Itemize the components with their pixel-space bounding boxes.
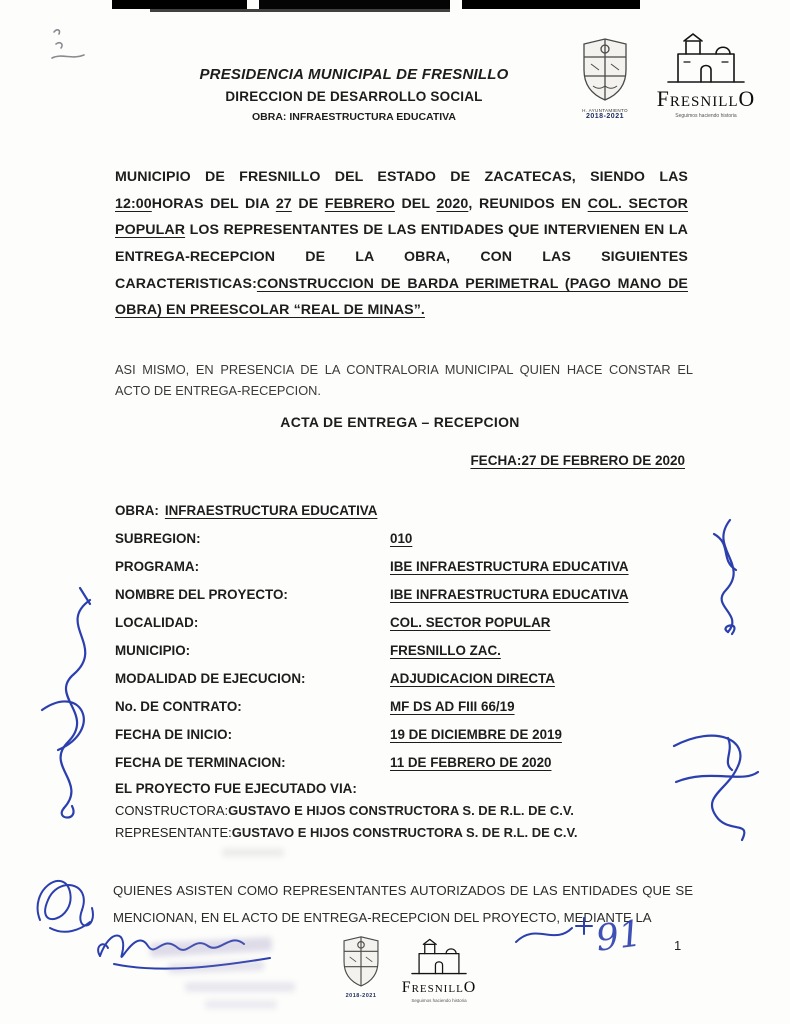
intro-location: COL. SECTOR POPULAR [115,195,688,239]
contraloria-paragraph: ASI MISMO, EN PRESENCIA DE LA CONTRALORIA MUNICIPAL QUIEN HACE CONSTAR EL ACTO DE ENTREGA-RECEPCION. [115,361,693,398]
detail-label: MODALIDAD DE EJECUCION: [115,671,306,686]
header-subtitle: DIRECCION DE DESARROLLO SOCIAL [225,89,483,104]
scan-artifact-bar [112,0,640,9]
scan-artifact-bar-2 [150,9,450,12]
detail-value: COL. SECTOR POPULAR [390,615,551,630]
stamp-artifact [185,982,295,992]
intro-day: 27 [275,195,292,212]
signature-ink-left-lower [20,848,104,940]
intro-text: , REUNIDOS EN [468,195,588,212]
detail-label: FECHA DE INICIO: [115,727,233,742]
shield-icon [579,36,631,102]
document-header [138,66,570,123]
detail-label: No. DE CONTRATO: [115,699,242,714]
fresnillo-tagline: Seguimos haciendo historia [675,112,737,119]
stamp-artifact [222,848,284,857]
detail-value: MF DS AD FIII 66/19 [390,699,515,714]
detail-row [115,553,690,581]
intro-text: HORAS DEL DIA [151,195,276,212]
representante-line [115,825,693,840]
detail-row [115,525,690,553]
wordmark-mid: RESNILL [669,94,739,110]
wordmark-f: F [656,87,670,111]
shield-icon [340,934,382,988]
intro-time: 12:00 [115,195,152,212]
representante-label: REPRESENTANTE: [115,825,232,840]
acta-title: ACTA DE ENTREGA – RECEPCION [280,414,520,430]
signature-ink-left-margin [18,582,118,822]
page-number: 1 [674,938,682,953]
detail-value: 11 DE FEBRERO DE 2020 [390,755,552,770]
intro-year: 2020 [436,195,469,212]
intro-month: FEBRERO [324,195,395,212]
fresnillo-wordmark [646,89,766,111]
intro-obra-description: CONSTRUCCION DE BARDA PERIMETRAL (PAGO MANO DE OBRA) EN PREESCOLAR “REAL DE MINAS”. [115,275,688,319]
detail-label: LOCALIDAD: [115,615,199,630]
detail-label: SUBREGION: [115,531,201,546]
detail-row [115,693,690,721]
municipal-shield-logo [576,36,634,120]
wordmark-o: O [738,87,756,111]
fresnillo-building-icon [409,938,469,975]
closing-paragraph: QUIENES ASISTEN COMO REPRESENTANTES AUTORIZADOS DE LAS ENTIDADES QUE SE MENCIONAN, EN EL ACTO DE ENTREGA-RECEPCION DEL PROYECTO, MEDIANTE LA [113,883,693,926]
stamp-artifact [205,1000,277,1009]
detail-label: NOMBRE DEL PROYECTO: [115,587,288,602]
detail-label: OBRA: [115,503,159,518]
intro-text: MUNICIPIO DE FRESNILLO DEL ESTADO DE ZACATECAS, SIENDO LAS [115,169,688,186]
footer-shield-years: 2018-2021 [345,993,377,999]
detail-value: IBE INFRAESTRUCTURA EDUCATIVA [390,587,629,602]
fresnillo-logo [646,32,766,119]
fecha-label: FECHA: [470,453,522,468]
constructora-value: GUSTAVO E HIJOS CONSTRUCTORA S. DE R.L. DE C.V. [228,803,574,818]
details-table [115,497,690,777]
shield-years: 2018-2021 [586,113,624,120]
wordmark-o: O [463,979,477,996]
intro-text: DE [291,195,325,212]
detail-row [115,749,690,777]
constructora-line [115,803,693,818]
detail-row [115,721,690,749]
handwritten-number: 91 [593,913,645,960]
intro-paragraph [115,164,688,324]
wordmark-mid: RESNILL [411,983,464,995]
stamp-artifact [168,960,264,973]
wordmark-f: F [401,979,412,996]
footer-fresnillo-tagline: Seguimos haciendo historia [411,997,467,1003]
detail-row [115,637,690,665]
detail-value: 19 DE DICIEMBRE DE 2019 [390,727,562,742]
footer-fresnillo-logo [396,938,482,1003]
stamp-artifact [150,937,273,957]
executed-heading: EL PROYECTO FUE EJECUTADO VIA: [115,781,357,796]
footer-fresnillo-wordmark [396,980,482,996]
constructora-label: CONSTRUCTORA: [115,803,229,818]
fecha-value: 27 DE FEBRERO DE 2020 [521,453,685,468]
pen-marks-top-left [46,24,94,70]
detail-label: FECHA DE TERMINACION: [115,755,286,770]
fresnillo-building-icon [664,32,748,84]
detail-row [115,609,690,637]
detail-value: 010 [390,531,413,546]
detail-value: INFRAESTRUCTURA EDUCATIVA [164,503,378,518]
detail-label: MUNICIPIO: [115,643,191,658]
intro-text: DEL [394,195,437,212]
shield-caption: H. AYUNTAMIENTO [582,108,628,113]
footer-shield-logo [336,934,386,999]
detail-value: IBE INFRAESTRUCTURA EDUCATIVA [390,559,629,574]
detail-row [115,581,690,609]
detail-row [115,665,690,693]
intro-text: LOS REPRESENTANTES DE LAS ENTIDADES QUE INTERVIENEN EN LA ENTREGA-RECEPCION DE LA OBRA, CON LAS SIGUIENTES CARACTERISTICAS: [115,222,688,292]
detail-value: FRESNILLO ZAC. [390,643,501,658]
signature-ink-right-upper [686,510,768,638]
header-obra-line: OBRA: INFRAESTRUCTURA EDUCATIVA [252,111,456,123]
detail-value: ADJUDICACION DIRECTA [390,671,555,686]
detail-row-obra [115,497,690,525]
detail-label: PROGRAMA: [115,559,200,574]
representante-value: GUSTAVO E HIJOS CONSTRUCTORA S. DE R.L. DE C.V. [231,825,578,840]
header-title: PRESIDENCIA MUNICIPAL DE FRESNILLO [199,66,509,83]
fecha-line [115,453,685,468]
